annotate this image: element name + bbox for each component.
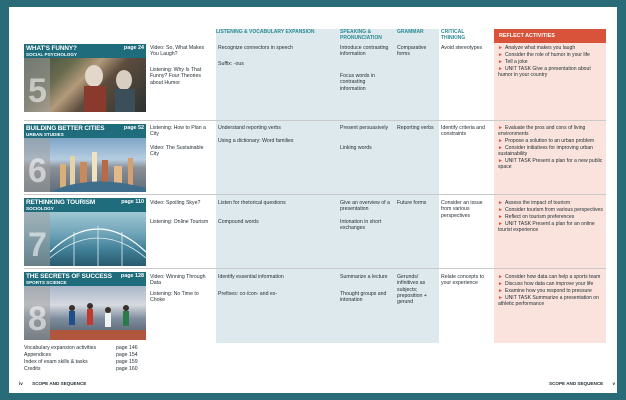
unit-5-title-bar	[24, 44, 146, 58]
appendix-page: page 159	[116, 359, 138, 365]
reflect-item: ► Reflect on tourism preferences	[498, 214, 575, 220]
reflect-item: ► Consider the role of humor in your life	[498, 52, 590, 58]
arrow-icon: ►	[498, 214, 503, 220]
reflect-item: ► Discuss how data can improve your life	[498, 281, 594, 287]
header-listening: LISTENING & VOCABULARY EXPANSION	[216, 29, 315, 35]
reflect-item: ► Consider tourism from various perspectives	[498, 207, 603, 213]
unit-7-reflect-list	[498, 200, 604, 234]
unit-8-speaking-1: Summarize a lecture	[340, 274, 388, 280]
appendix-pages	[116, 345, 156, 373]
unit-title: BUILDING BETTER CITIES	[26, 125, 105, 132]
unit-6-title-bar	[24, 124, 146, 138]
unit-7-grammar: Future forms	[397, 200, 427, 206]
unit-5-speaking-2: Focus words in contrasting information	[340, 73, 375, 92]
unit-6-vocab-1: Understand reporting verbs	[218, 125, 281, 131]
reflect-item: ► Tell a joke	[498, 59, 528, 65]
arrow-icon: ►	[498, 274, 503, 280]
unit-6-photo	[24, 138, 146, 192]
unit-8-speaking-2: Thought groups and intonation	[340, 291, 387, 304]
arrow-icon: ►	[498, 138, 503, 144]
reflect-item: ► UNIT TASK Summarize a presentation on athletic performance	[498, 295, 599, 307]
reflect-item: ► UNIT TASK Give a presentation about humor in your country	[498, 66, 591, 78]
unit-subject: SPORTS SCIENCE	[26, 280, 67, 285]
footer-right	[549, 381, 615, 386]
footer-right-text: SCOPE AND SEQUENCE	[549, 381, 604, 386]
unit-5-critical: Avoid stereotypes	[441, 45, 483, 51]
reflect-item: ► Examine how you respond to pressure	[498, 288, 592, 294]
arrow-icon: ►	[498, 288, 503, 294]
reflect-item: ► Analyze what makes you laugh	[498, 45, 576, 51]
unit-7-listening: Listening: Online Tourism	[150, 219, 209, 225]
unit-page: page 24	[123, 45, 144, 51]
appendix-label: Vocabulary expansion activities	[24, 345, 97, 351]
row-divider	[24, 268, 606, 269]
appendix-page: page 154	[116, 352, 138, 358]
unit-number: 7	[28, 226, 47, 264]
header-speaking: SPEAKING & PRONUNCIATION	[340, 29, 382, 41]
unit-7-critical: Consider an issue from various perspectives	[441, 200, 483, 219]
arrow-icon: ►	[498, 295, 503, 301]
page-number-left: iv	[19, 381, 23, 386]
scope-and-sequence-page	[9, 7, 617, 393]
unit-7-vocab-2: Compound words	[218, 219, 259, 225]
footer-left-text: SCOPE AND SEQUENCE	[32, 381, 87, 386]
row-divider	[24, 194, 606, 195]
reflect-item: ► Evaluate the pros and cons of living environments	[498, 125, 586, 137]
unit-8-listening: Listening: No Time to Choke	[150, 291, 199, 304]
unit-6-vocab-2: Using a dictionary: Word families	[218, 138, 294, 144]
unit-6-speaking-1: Present persuasively	[340, 125, 389, 131]
unit-7-photo	[24, 212, 146, 266]
unit-7-speaking-1: Give an overview of a presentation	[340, 200, 390, 213]
unit-5-photo	[24, 58, 146, 112]
unit-8-vocab-2: Prefixes: co-/con- and ex-	[218, 291, 278, 297]
reflect-item: ► UNIT TASK Present a plan for an online tourist experience	[498, 221, 595, 233]
unit-5-vocab-2: Suffix: -ous	[218, 61, 244, 67]
header-reflect: REFLECT ACTIVITIES	[494, 29, 606, 43]
unit-page: page 128	[120, 273, 144, 279]
unit-6-grammar: Reporting verbs	[397, 125, 434, 131]
unit-5-grammar: Comparative forms	[397, 45, 427, 58]
arrow-icon: ►	[498, 145, 503, 151]
reflect-item: ► Consider how data can help a sports team	[498, 274, 601, 280]
unit-6-listening-1: Listening: How to Plan a City	[150, 125, 206, 138]
reflect-item: ► Consider initiatives for improving urban sustainability	[498, 145, 594, 157]
appendix-label: Index of exam skills & tasks	[24, 359, 88, 365]
unit-title: WHAT'S FUNNY?	[26, 45, 77, 52]
arrow-icon: ►	[498, 66, 503, 72]
appendix-labels	[24, 345, 124, 373]
unit-6-critical: Identify criteria and constraints	[441, 125, 485, 138]
unit-subject: URBAN STUDIES	[26, 132, 64, 137]
unit-subject: SOCIAL PSYCHOLOGY	[26, 52, 77, 57]
reflect-item: ► Assess the impact of tourism	[498, 200, 571, 206]
appendix-page: page 146	[116, 345, 138, 351]
unit-number: 5	[28, 72, 47, 110]
unit-8-video: Video: Winning Through Data	[150, 274, 206, 287]
reflect-item: ► Propose a solution to an urban problem	[498, 138, 595, 144]
unit-8-grammar: Gerunds/ infinitives as subjects; preposition + gerund	[397, 274, 427, 306]
unit-5-vocab-1: Recognize connectors in speech	[218, 45, 293, 51]
unit-7-vocab-1: Listen for rhetorical questions	[218, 200, 286, 206]
arrow-icon: ►	[498, 45, 503, 51]
unit-page: page 110	[121, 199, 144, 205]
appendix-label: Appendices	[24, 352, 52, 358]
unit-number: 8	[28, 300, 47, 338]
header-grammar: GRAMMAR	[397, 29, 424, 35]
unit-5-listening: Listening: Why Is That Funny? Four Theories about Humor	[150, 67, 202, 86]
reflect-item: ► UNIT TASK Present a plan for a new public space	[498, 158, 603, 170]
unit-7-video: Video: Spoiling Skye?	[150, 200, 201, 206]
unit-number: 6	[28, 152, 47, 190]
arrow-icon: ►	[498, 281, 503, 287]
arrow-icon: ►	[498, 221, 503, 227]
unit-7-speaking-2: Intonation in short exchanges	[340, 219, 382, 232]
appendix-page: page 160	[116, 366, 138, 372]
page-number-right: v	[612, 381, 616, 386]
unit-title: RETHINKING TOURISM	[26, 199, 96, 206]
unit-5-video: Video: So, What Makes You Laugh?	[150, 45, 205, 58]
arrow-icon: ►	[498, 125, 503, 131]
unit-8-photo	[24, 286, 146, 340]
arrow-icon: ►	[498, 158, 503, 164]
unit-6-video: Video: The Sustainable City	[150, 145, 204, 158]
unit-7-title-bar	[24, 198, 146, 212]
unit-5-reflect-list	[498, 45, 604, 79]
arrow-icon: ►	[498, 59, 503, 65]
unit-6-speaking-2: Linking words	[340, 145, 372, 151]
unit-8-reflect-list	[498, 274, 604, 308]
unit-5-speaking-1: Introduce contrasting information	[340, 45, 389, 58]
unit-8-title-bar	[24, 272, 146, 286]
unit-8-vocab-1: Identify essential information	[218, 274, 284, 280]
arrow-icon: ►	[498, 207, 503, 213]
unit-title: THE SECRETS OF SUCCESS	[26, 273, 112, 280]
arrow-icon: ►	[498, 200, 503, 206]
unit-8-critical: Relate concepts to your experience	[441, 274, 484, 287]
unit-subject: SOCIOLOGY	[26, 206, 54, 211]
appendix-label: Credits	[24, 366, 41, 372]
header-critical: CRITICAL THINKING	[441, 29, 466, 41]
footer-left	[19, 381, 86, 386]
row-divider	[24, 120, 606, 121]
unit-6-reflect-list	[498, 125, 604, 171]
unit-page: page 52	[123, 125, 144, 131]
arrow-icon: ►	[498, 52, 503, 58]
